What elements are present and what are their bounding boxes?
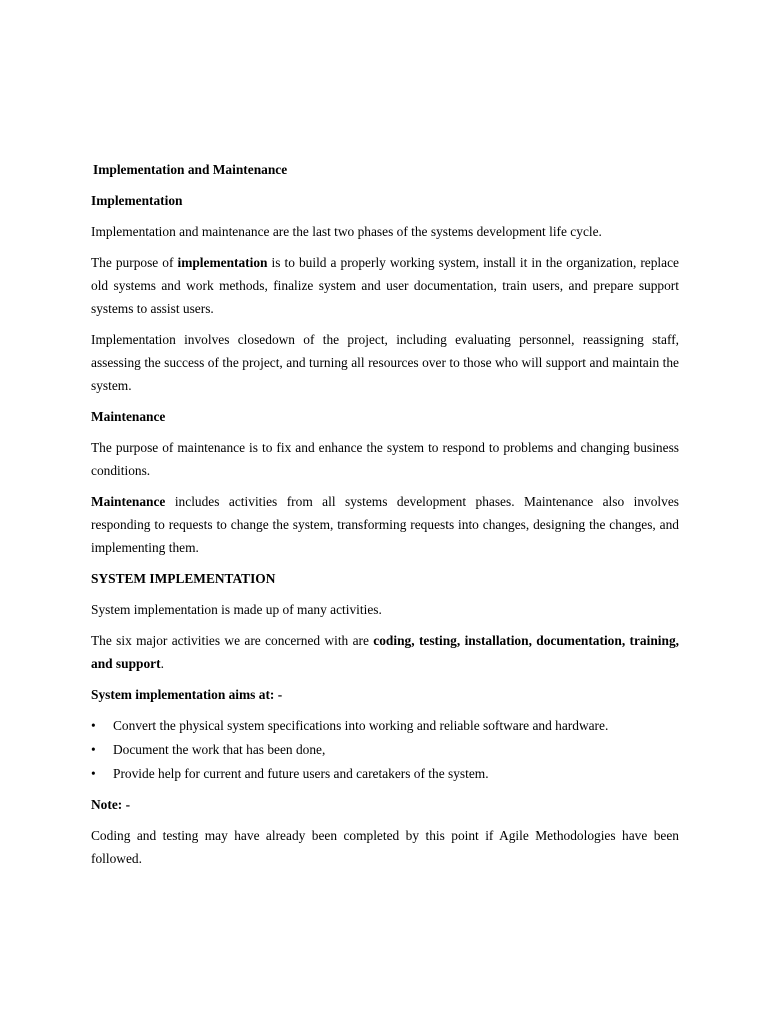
- maintenance-p2-bold-term: Maintenance: [91, 494, 166, 509]
- list-item: [91, 714, 679, 737]
- implementation-paragraph-2: [91, 251, 679, 320]
- system-implementation-paragraph-1: System implementation is made up of many activities.: [91, 602, 382, 617]
- system-implementation-p2-text-before: The six major activities we are concerned with are: [91, 633, 374, 648]
- implementation-p2-text-before: The purpose of: [91, 255, 178, 270]
- list-item-text: Document the work that has been done,: [113, 742, 326, 757]
- note-heading: Note: -: [91, 797, 131, 812]
- implementation-heading: Implementation: [91, 193, 183, 208]
- bullet-icon: •: [91, 766, 96, 781]
- system-implementation-paragraph-2: [91, 629, 679, 675]
- list-item: [91, 738, 679, 761]
- implementation-paragraph-1: Implementation and maintenance are the last two phases of the systems development life cycle.: [91, 224, 602, 239]
- maintenance-paragraph-2: [91, 490, 679, 559]
- system-implementation-heading: SYSTEM IMPLEMENTATION: [91, 571, 276, 586]
- system-implementation-p2-bold-activities: coding, testing, installation, documentation, training, and support: [91, 633, 679, 671]
- bullet-icon: •: [91, 742, 96, 757]
- document-page: [91, 158, 679, 878]
- implementation-p2-bold-term: implementation: [177, 255, 268, 270]
- aims-heading: System implementation aims at: -: [91, 687, 283, 702]
- maintenance-heading: Maintenance: [91, 409, 166, 424]
- list-item: [91, 762, 679, 785]
- bullet-icon: •: [91, 718, 96, 733]
- system-implementation-p2-text-after: .: [160, 656, 164, 671]
- implementation-p2-text-after: is to build a properly working system, install it in the organization, replace old systems and work methods, finalize system and user documentation, train users, and prepare support systems to assist users.: [91, 255, 679, 316]
- list-item-text: Convert the physical system specifications into working and reliable software and hardware.: [113, 718, 609, 733]
- aims-bullet-list: [91, 714, 679, 785]
- document-title: Implementation and Maintenance: [93, 162, 288, 177]
- list-item-text: Provide help for current and future users and caretakers of the system.: [113, 766, 489, 781]
- maintenance-paragraph-1: The purpose of maintenance is to fix and enhance the system to respond to problems and changing business conditions.: [91, 440, 679, 478]
- implementation-paragraph-3: Implementation involves closedown of the project, including evaluating personnel, reassigning staff, assessing the success of the project, and turning all resources over to those who will support and maintain the system.: [91, 332, 679, 393]
- maintenance-p2-text-after: includes activities from all systems development phases. Maintenance also involves responding to requests to change the system, transforming requests into changes, designing the changes, and implementing them.: [91, 494, 679, 555]
- note-paragraph: Coding and testing may have already been completed by this point if Agile Methodologies have been followed.: [91, 828, 679, 866]
